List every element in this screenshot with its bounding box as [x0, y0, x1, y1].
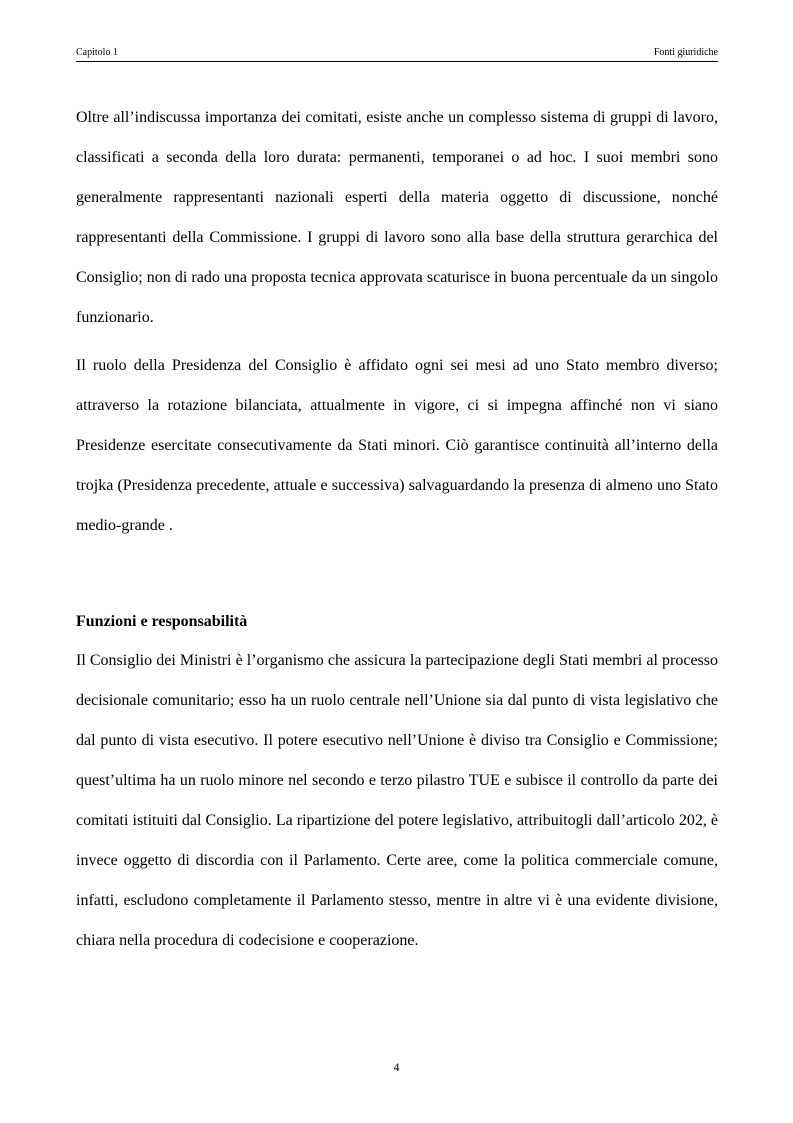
paragraph-council-functions: Il Consiglio dei Ministri è l’organismo che assicura la partecipazione degli Stati membri al processo decisionale comunitario; esso ha un ruolo centrale nell’Unione sia dal punto di vista legislativo che dal punto di vista esecutivo. Il potere esecutivo nell’Unione è diviso tra Consiglio e Commissione; quest’ultima ha un ruolo minore nel secondo e terzo pilastro TUE e subisce il controllo da parte dei comitati istituiti dal Consiglio. La ripartizione del potere legislativo, attribuitogli dall’articolo 202, è invece oggetto di discordia con il Parlamento. Certe aree, come la politica commerciale comune, infatti, escludono completamente il Parlamento stesso, mentre in altre vi è una evidente divisione, chiara nella procedura di codecisione e cooperazione. — [76, 652, 718, 949]
chapter-label: Capitolo 1 — [76, 47, 118, 58]
section-heading: Funzioni e responsabilità — [76, 613, 248, 630]
paragraph-working-groups: Oltre all’indiscussa importanza dei comitati, esiste anche un complesso sistema di gruppi di lavoro, classificati a seconda della loro durata: permanenti, temporanei o ad hoc. I suoi membri sono generalmente rappresentanti nazionali esperti della materia oggetto di discussione, nonché rappresentanti della Commissione. I gruppi di lavoro sono alla base della struttura gerarchica del Consiglio; non di rado una proposta tecnica approvata scaturisce in buona percentuale da un singolo funzionario. — [76, 109, 718, 326]
section-label: Fonti giuridiche — [653, 47, 718, 58]
paragraph-presidency: Il ruolo della Presidenza del Consiglio è affidato ogni sei mesi ad uno Stato membro diverso; attraverso la rotazione bilanciata, attualmente in vigore, ci si impegna affinché non vi siano Presidenze esercitate consecutivamente da Stati minori. Ciò garantisce continuità all’interno della trojka (Presidenza precedente, attuale e successiva) salvaguardando la presenza di almeno uno Stato medio-grande . — [76, 357, 718, 534]
page-header — [76, 47, 718, 62]
page-number: 4 — [393, 1060, 400, 1074]
